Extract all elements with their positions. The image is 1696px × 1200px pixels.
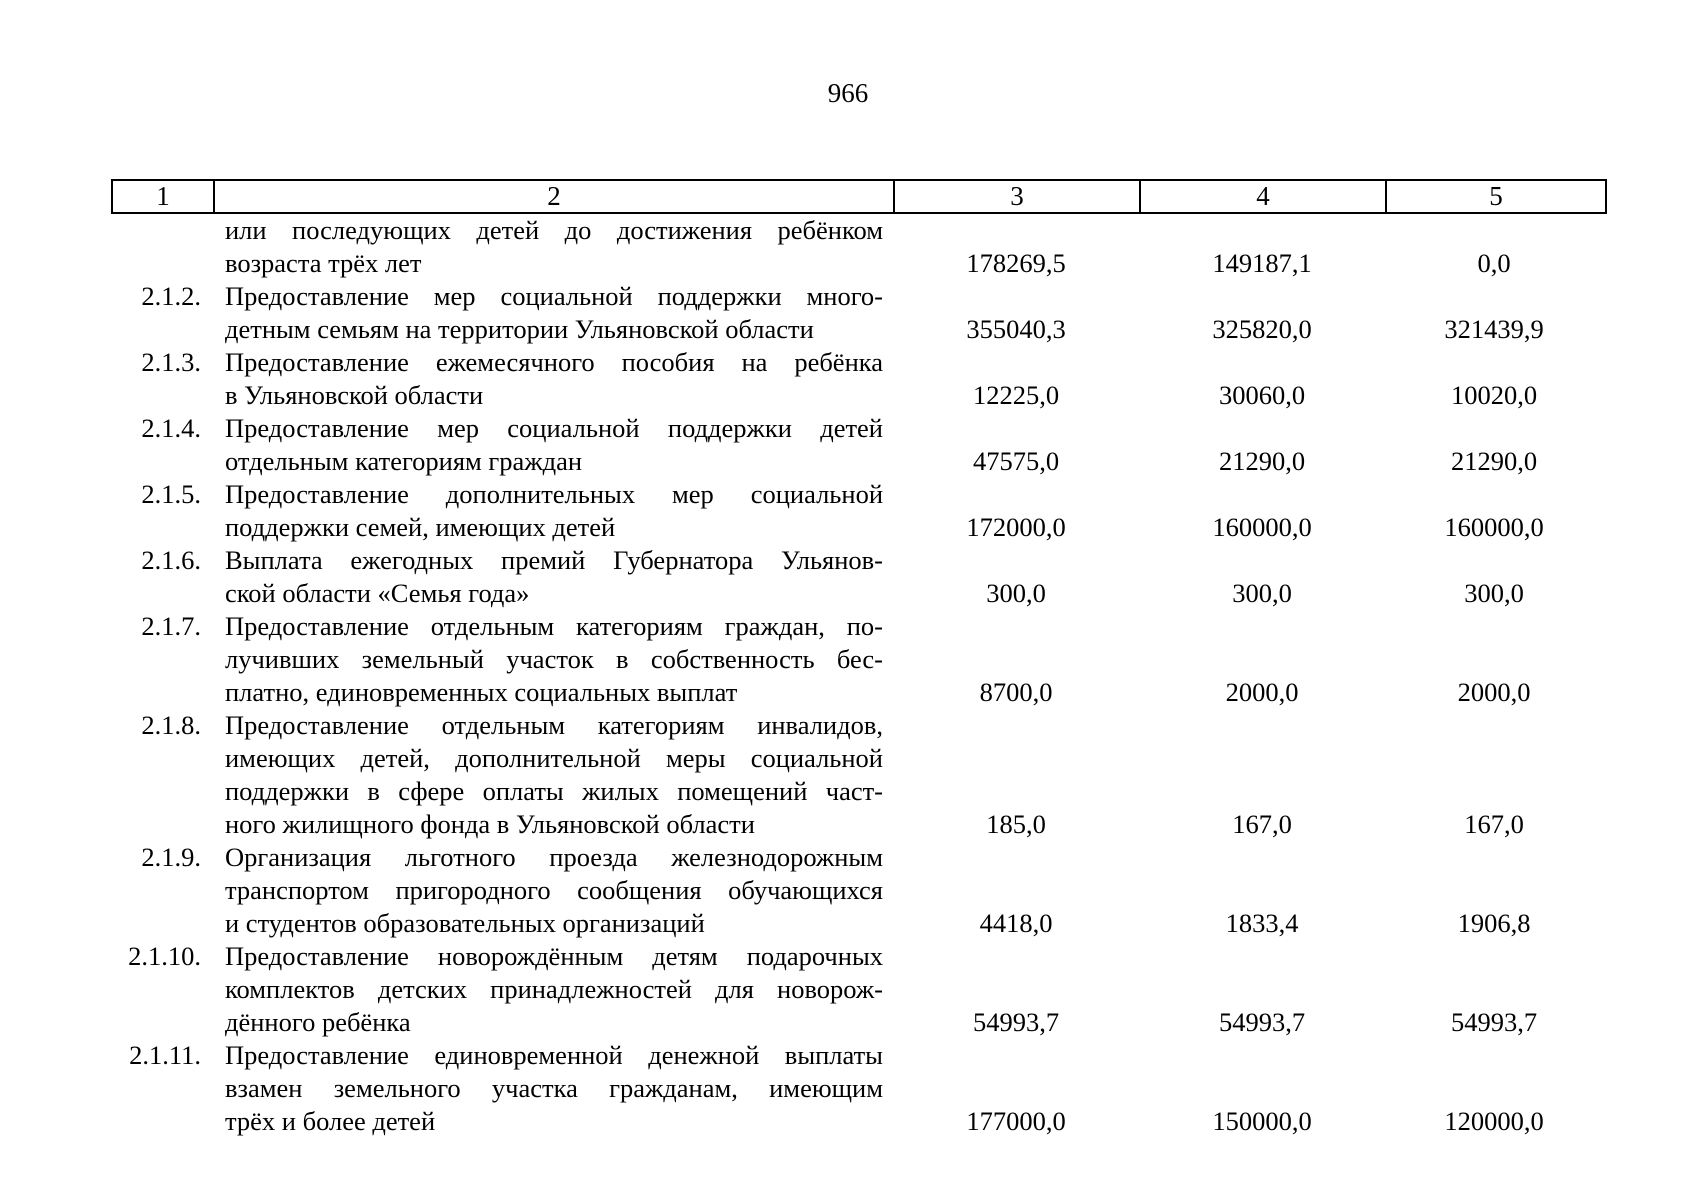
description-line: поддержки семей, имеющих детей	[225, 512, 616, 542]
description-line: взамен земельного участка гражданам, имеющим	[225, 1073, 883, 1103]
value-col-3: 355040,3	[966, 314, 1066, 344]
value-col-4: 54993,7	[1218, 1007, 1306, 1037]
description-line: Выплата ежегодных премий Губернатора Ульянов-	[225, 545, 883, 575]
row-number: 2.1.3.	[141, 347, 201, 377]
value-col-5: 21290,0	[1450, 446, 1538, 476]
row-description	[213, 544, 893, 610]
description-line: трёх и более детей	[225, 1106, 436, 1136]
description-line: Предоставление единовременной денежной выплаты	[225, 1040, 883, 1070]
description-line: детным семьям на территории Ульяновской области	[225, 314, 814, 344]
value-col-4: 167,0	[1232, 809, 1292, 839]
value-col-4: 30060,0	[1218, 380, 1306, 410]
description-line: возраста трёх лет	[225, 248, 422, 278]
row-number: 2.1.2.	[141, 281, 201, 311]
value-col-3: 300,0	[986, 578, 1046, 608]
table-row	[111, 412, 1607, 478]
value-col-3: 177000,0	[966, 1106, 1066, 1136]
row-description	[213, 841, 893, 940]
row-number: 2.1.5.	[141, 479, 201, 509]
description-line: имеющих детей, дополнительной меры социальной	[225, 743, 883, 773]
table-header	[111, 179, 1607, 214]
value-col-3: 12225,0	[972, 380, 1060, 410]
row-description	[213, 1039, 893, 1138]
value-col-3: 178269,5	[966, 248, 1066, 278]
row-description	[213, 610, 893, 709]
row-number	[111, 214, 213, 280]
table-row	[111, 544, 1607, 610]
table-row	[111, 280, 1607, 346]
table-row	[111, 610, 1607, 709]
description-line: Предоставление дополнительных мер социальной	[225, 479, 883, 509]
row-number: 2.1.10.	[128, 941, 201, 971]
header-col-1: 1	[113, 181, 215, 212]
value-col-3: 185,0	[986, 809, 1046, 839]
value-col-5: 160000,0	[1444, 512, 1544, 542]
table-row	[111, 841, 1607, 940]
value-col-5: 1906,8	[1457, 908, 1531, 938]
value-col-5: 2000,0	[1457, 677, 1531, 707]
value-col-4: 150000,0	[1212, 1106, 1312, 1136]
row-description	[213, 412, 893, 478]
description-line: поддержки в сфере оплаты жилых помещений част-	[225, 776, 883, 806]
description-line: и студентов образовательных организаций	[225, 908, 705, 938]
description-line: в Ульяновской области	[225, 380, 484, 410]
value-col-3: 47575,0	[972, 446, 1060, 476]
description-line: или последующих детей до достижения ребёнком	[225, 215, 883, 245]
header-col-2: 2	[215, 181, 895, 212]
value-col-5: 120000,0	[1444, 1106, 1544, 1136]
value-col-4: 2000,0	[1225, 677, 1299, 707]
row-number: 2.1.9.	[141, 842, 201, 872]
value-col-4: 149187,1	[1212, 248, 1312, 278]
description-line: ного жилищного фонда в Ульяновской области	[225, 809, 755, 839]
table-row	[111, 709, 1607, 841]
description-line: дённого ребёнка	[225, 1007, 411, 1037]
header-col-3: 3	[895, 181, 1141, 212]
row-number: 2.1.4.	[141, 413, 201, 443]
value-col-4: 1833,4	[1225, 908, 1299, 938]
description-line: комплектов детских принадлежностей для новорож-	[225, 974, 883, 1004]
header-col-5: 5	[1489, 181, 1503, 211]
value-col-5: 10020,0	[1450, 380, 1538, 410]
description-line: Предоставление новорождённым детям подарочных	[225, 941, 883, 971]
value-col-5: 321439,9	[1444, 314, 1544, 344]
description-line: лучивших земельный участок в собственность бес-	[225, 644, 883, 674]
description-line: Предоставление отдельным категориям инвалидов,	[225, 710, 883, 740]
value-col-3: 8700,0	[979, 677, 1053, 707]
value-col-5: 300,0	[1464, 578, 1524, 608]
value-col-3: 4418,0	[979, 908, 1053, 938]
row-number: 2.1.7.	[141, 611, 201, 641]
description-line: транспортом пригородного сообщения обучающихся	[225, 875, 883, 905]
page-number: 966	[827, 78, 869, 108]
row-description	[213, 280, 893, 346]
table-row	[111, 478, 1607, 544]
value-col-3: 172000,0	[966, 512, 1066, 542]
row-description	[213, 214, 893, 280]
row-number: 2.1.6.	[141, 545, 201, 575]
value-col-5: 0,0	[1477, 248, 1511, 278]
table-body	[111, 214, 1607, 1138]
description-line: Предоставление мер социальной поддержки детей	[225, 413, 883, 443]
table-row	[111, 940, 1607, 1039]
value-col-4: 300,0	[1232, 578, 1292, 608]
table-row	[111, 346, 1607, 412]
value-col-5: 54993,7	[1450, 1007, 1538, 1037]
description-line: платно, единовременных социальных выплат	[225, 677, 738, 707]
row-description	[213, 346, 893, 412]
value-col-4: 21290,0	[1218, 446, 1306, 476]
row-description	[213, 940, 893, 1039]
description-line: Предоставление ежемесячного пособия на ребёнка	[225, 347, 883, 377]
description-line: ской области «Семья года»	[225, 578, 530, 608]
description-line: отдельным категориям граждан	[225, 446, 583, 476]
row-number: 2.1.8.	[141, 710, 201, 740]
row-number: 2.1.11.	[129, 1040, 201, 1070]
table-row	[111, 1039, 1607, 1138]
description-line: Предоставление отдельным категориям граждан, по-	[225, 611, 883, 641]
description-line: Организация льготного проезда железнодорожным	[225, 842, 883, 872]
description-line: Предоставление мер социальной поддержки много-	[225, 281, 883, 311]
header-col-4: 4	[1141, 181, 1387, 212]
value-col-3: 54993,7	[972, 1007, 1060, 1037]
value-col-4: 160000,0	[1212, 512, 1312, 542]
value-col-4: 325820,0	[1212, 314, 1312, 344]
row-description	[213, 709, 893, 841]
row-description	[213, 478, 893, 544]
table-row	[111, 214, 1607, 280]
value-col-5: 167,0	[1464, 809, 1524, 839]
